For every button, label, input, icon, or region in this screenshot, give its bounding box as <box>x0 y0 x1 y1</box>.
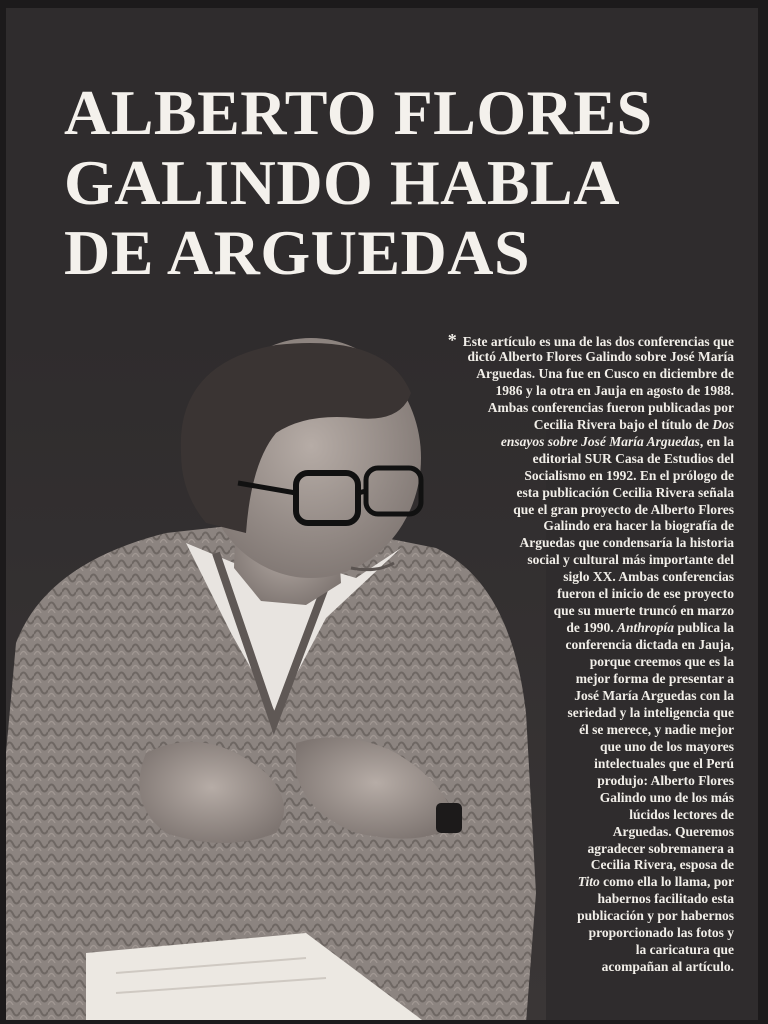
note-text: de 1990. <box>566 620 617 636</box>
note-text: lúcidos lectores de <box>629 806 734 822</box>
note-line <box>563 569 734 586</box>
note-line <box>468 349 734 366</box>
note-italic-title: Dos <box>712 416 734 432</box>
note-text: publicación y por habernos <box>577 908 734 924</box>
note-line <box>527 552 734 569</box>
note-text: Cecilia Rivera, esposa de <box>590 857 734 873</box>
note-line <box>589 925 734 942</box>
article-headline <box>64 78 744 288</box>
note-line <box>496 383 735 400</box>
note-line <box>600 790 734 807</box>
note-italic-title: ensayos sobre José María Arguedas <box>500 433 700 449</box>
note-line <box>533 451 734 468</box>
note-text: agradecer sobremanera a <box>587 840 734 856</box>
note-line <box>577 908 734 925</box>
note-text: dictó Alberto Flores Galindo sobre José María <box>467 348 734 364</box>
note-text: habernos facilitado esta <box>597 891 734 907</box>
note-text: fueron el inicio de ese proyecto <box>557 586 734 602</box>
note-text: produjo: Alberto Flores <box>597 772 734 788</box>
headline-line-2: GALINDO HABLA <box>64 147 620 218</box>
note-text: Galindo era hacer la biografía de <box>543 518 734 534</box>
note-text: Socialismo en 1992. En el prólogo de <box>524 467 734 483</box>
note-text: Arguedas. Queremos <box>612 823 734 839</box>
note-line <box>590 654 734 671</box>
note-text: que uno de los mayores <box>599 738 734 754</box>
note-line <box>629 807 734 824</box>
note-line <box>602 959 734 976</box>
note-text: él se merece, y nadie mejor <box>579 721 734 737</box>
note-text: social y cultural más importante del <box>527 552 734 568</box>
note-line <box>600 739 734 756</box>
magazine-page <box>6 8 758 1020</box>
note-line <box>488 400 734 417</box>
note-text: esta publicación Cecilia Rivera señala <box>516 484 734 500</box>
note-text: publica la <box>673 620 734 636</box>
note-italic-title: Anthropía <box>616 620 674 636</box>
note-line <box>597 773 734 790</box>
note-line <box>594 756 734 773</box>
note-line <box>519 535 734 552</box>
note-text: proporcionado las fotos y <box>588 925 734 941</box>
note-line <box>534 417 734 434</box>
note-text: conferencia dictada en Jauja, <box>565 637 734 653</box>
note-text: Arguedas. Una fue en Cusco en diciembre de <box>476 365 734 381</box>
note-line <box>517 485 734 502</box>
note-text: Este artículo es una de las dos conferencias que <box>462 334 734 349</box>
note-text: Cecilia Rivera bajo el título de <box>533 416 713 432</box>
note-line <box>566 620 734 637</box>
note-line <box>501 434 734 451</box>
note-text: que su muerte truncó en marzo <box>553 603 734 619</box>
note-line <box>591 857 734 874</box>
note-line <box>598 891 735 908</box>
note-text: acompañan al artículo. <box>601 959 734 975</box>
note-text: Arguedas que condensaría la historia <box>519 535 734 551</box>
note-text: Ambas conferencias fueron publicadas por <box>487 399 734 415</box>
headline-line-1: ALBERTO FLORES <box>64 77 653 148</box>
note-line <box>574 688 734 705</box>
note-text: mejor forma de presentar a <box>575 671 734 686</box>
note-line <box>524 468 734 485</box>
note-text: Galindo uno de los más <box>599 789 734 805</box>
note-text: como ella lo llama, por <box>599 874 734 890</box>
note-text: 1986 y la otra en Jauja en agosto de 1988. <box>495 382 734 398</box>
note-line <box>636 942 734 959</box>
note-text: que el gran proyecto de Alberto Flores <box>513 501 734 517</box>
note-line <box>554 603 734 620</box>
note-line <box>579 722 734 739</box>
note-text: José María Arguedas con la <box>574 687 734 703</box>
note-line <box>566 637 735 654</box>
note-line <box>557 586 734 603</box>
note-text: editorial SUR Casa de Estudios del <box>532 450 734 466</box>
note-text: la caricatura que <box>635 942 734 958</box>
note-line <box>613 824 734 841</box>
note-text: seriedad y la inteligencia que <box>567 704 734 720</box>
note-line <box>568 705 735 722</box>
note-text: intelectuales que el Perú <box>594 755 734 771</box>
headline-line-3: DE ARGUEDAS <box>64 217 531 288</box>
note-text: porque creemos que es la <box>589 654 734 670</box>
note-line <box>476 366 734 383</box>
note-line <box>588 841 734 858</box>
note-line <box>576 671 734 688</box>
asterisk-marker: * <box>447 330 457 350</box>
note-line <box>543 518 734 535</box>
note-line <box>513 502 734 519</box>
portrait-photo <box>6 333 546 1020</box>
note-italic-title: Tito <box>577 874 600 890</box>
note-text: , en la <box>699 433 734 449</box>
note-text: siglo XX. Ambas conferencias <box>563 569 734 585</box>
note-line <box>578 874 734 891</box>
